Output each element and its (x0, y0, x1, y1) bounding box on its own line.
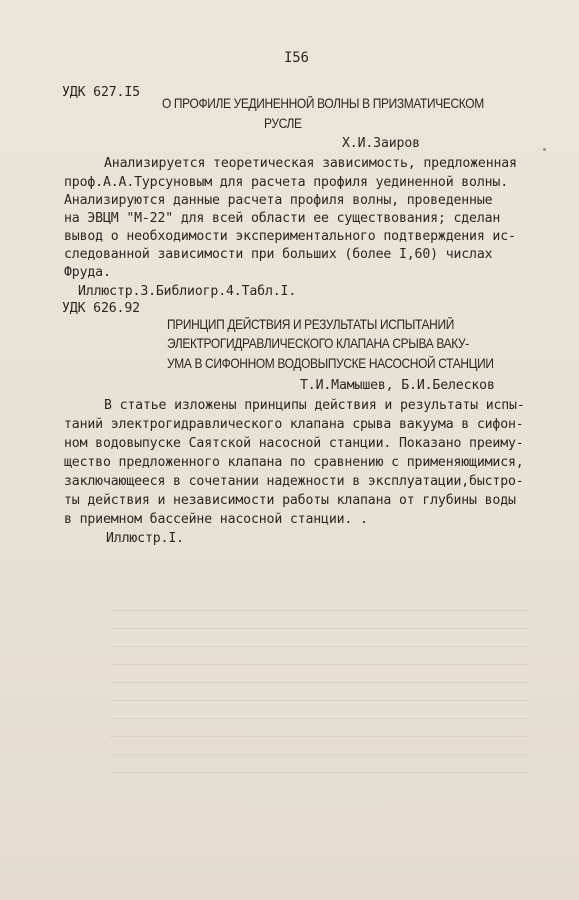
article-2-authors: Т.И.Мамышев, Б.И.Белесков (300, 378, 495, 393)
article-2-footnote: Иллюстр.I. (106, 531, 184, 546)
article-2-abstract-line: таний электрогидравлического клапана срыва вакуума в сифон- (64, 417, 524, 432)
article-1-abstract-line: следованной зависимости при больших (более I,60) числах (64, 247, 493, 262)
article-2-title-line-1: ПРИНЦИП ДЕЙСТВИЯ И РЕЗУЛЬТАТЫ ИСПЫТАНИЙ (167, 317, 454, 332)
article-1-abstract-line: Фруда. (64, 265, 111, 280)
article-1-abstract-line: вывод о необходимости экспериментального подтверждения ис- (64, 229, 516, 244)
article-2-abstract-line: щество предложенного клапана по сравнению с применяющимися, (64, 455, 524, 470)
page-speck (543, 148, 546, 151)
article-2-abstract-line: в приемном бассейне насосной станции. . (64, 512, 368, 527)
article-1-abstract-line: проф.А.А.Турсуновым для расчета профиля уединенной волны. (64, 175, 509, 190)
article-1-abstract-line: Анализируется теоретическая зависимость, предложенная (104, 156, 517, 171)
article-2-abstract-line: ном водовыпуске Саятской насосной станции. Показано преиму- (64, 436, 524, 451)
article-2-abstract-line: ты действия и независимости работы клапана от глубины воды (64, 493, 516, 508)
article-2-udk: УДК 626.92 (62, 301, 140, 316)
article-2-abstract-line: В статье изложены принципы действия и результаты испы- (104, 398, 525, 413)
article-1-abstract-line: на ЭВЦМ "М-22" для всей области ее существования; сделан (64, 211, 501, 226)
article-2-title-line-3: УМА В СИФОННОМ ВОДОВЫПУСКЕ НАСОСНОЙ СТАНЦИИ (167, 356, 494, 371)
article-2-abstract-line: заключающееся в сочетании надежности в эксплуатации,быстро- (64, 474, 524, 489)
article-1-abstract-line: Анализируются данные расчета профиля волны, проведенные (64, 193, 493, 208)
article-1-footnote: Иллюстр.3.Библиогр.4.Табл.I. (78, 284, 297, 299)
page-number: I56 (284, 50, 309, 66)
article-1-title-line-1: О ПРОФИЛЕ УЕДИНЕННОЙ ВОЛНЫ В ПРИЗМАТИЧЕСКОМ (162, 96, 484, 111)
article-1-author: Х.И.Заиров (342, 136, 420, 151)
show-through-text (110, 610, 530, 780)
article-1-title-line-2: РУСЛЕ (264, 116, 302, 131)
article-2-title-line-2: ЭЛЕКТРОГИДРАВЛИЧЕСКОГО КЛАПАНА СРЫВА ВАКУ- (167, 336, 469, 351)
article-1-udk: УДК 627.I5 (62, 85, 140, 100)
